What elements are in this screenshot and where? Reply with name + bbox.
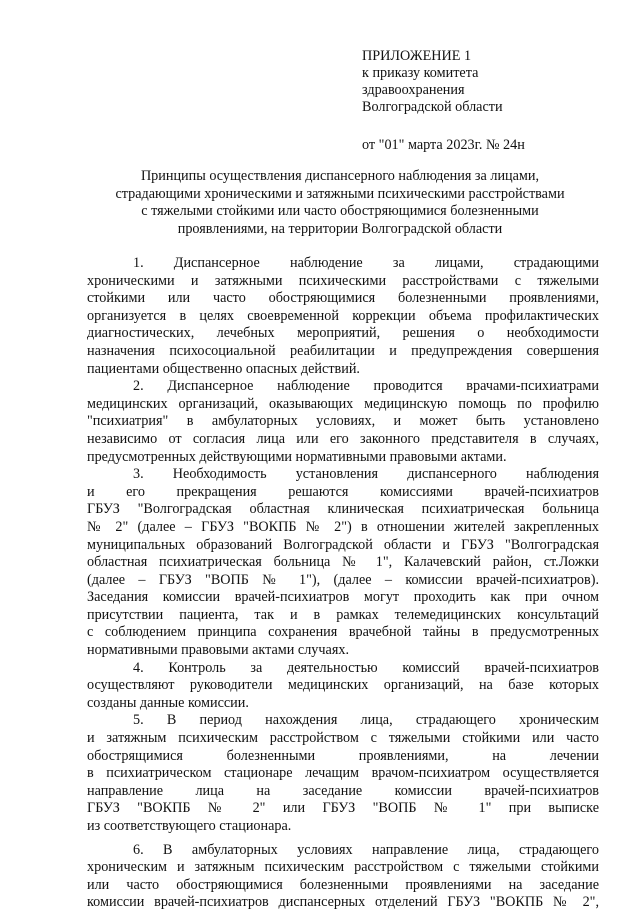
paragraph-row: направление лица на заседание комиссии врачей-психиатров [87, 782, 599, 799]
paragraph-row: независимо от согласия лица или его законного представителя в случаях, [87, 430, 599, 447]
paragraph-row: 6. В амбулаторных условиях направление лица, страдающего [133, 841, 599, 858]
annex-date: от "01" марта 2023г. № 24н [362, 137, 525, 153]
paragraph-row: 3. Необходимость установления диспансерного наблюдения [133, 466, 599, 483]
paragraph-row: муниципальных образований Волгоградской области и ГБУЗ "Волгоградская [87, 536, 599, 553]
paragraph-row: хроническим и затяжным психическим расстройством с тяжелыми стойкими [87, 859, 599, 876]
paragraph-1 [87, 255, 599, 378]
paragraph-row: стойкими или часто обостряющимися болезненными проявлениями, [87, 290, 599, 307]
annex-header [362, 48, 602, 154]
paragraph-row: 5. В период нахождения лица, страдающего хроническим [133, 712, 599, 729]
paragraph-row: и затяжным психическим расстройством с тяжелыми стойкими или часто [87, 730, 599, 747]
paragraph-row: "психиатрия" в амбулаторных условиях, и может быть установлено [87, 413, 599, 430]
annex-committee-line: здравоохранения [362, 82, 465, 98]
paragraph-row: из соответствующего стационара. [87, 818, 292, 834]
paragraph-row: № 2" (далее – ГБУЗ "ВОКПБ № 2") в отношении жителей закрепленных [87, 518, 599, 535]
paragraph-row: и его прекращения решаются комиссиями врачей-психиатров [87, 483, 599, 500]
paragraph-row: комиссии врачей-психиатров диспансерных отделений ГБУЗ "ВОКПБ № 2", [87, 894, 599, 911]
paragraph-row: назначения психосоциальной реабилитации и предупреждения совершения [87, 342, 599, 359]
paragraph-row: или часто обостряющимися болезненными проявлениями на заседание [87, 876, 599, 893]
paragraph-row: 1. Диспансерное наблюдение за лицами, страдающими [133, 255, 599, 271]
annex-region-line: Волгоградской области [362, 99, 503, 115]
paragraph-4 [87, 660, 599, 713]
paragraph-row: нормативными правовыми актами случаях. [87, 642, 349, 659]
paragraph-row: 2. Диспансерное наблюдение проводится врачами-психиатрами [133, 378, 599, 395]
paragraph-row: ГБУЗ "ВОКПБ № 2" или ГБУЗ "ВОПБ № 1" при выписке [87, 800, 599, 817]
paragraph-row: предусмотренных действующими нормативными правовыми актами. [87, 448, 507, 465]
annex-order-line: к приказу комитета [362, 65, 479, 81]
paragraph-row: осуществляют руководители медицинских организаций, на базе которых [87, 677, 599, 694]
paragraph-6 [87, 842, 599, 912]
title-line: Принципы осуществления диспансерного наблюдения за лицами, [140, 168, 540, 184]
paragraph-row: (далее – ГБУЗ "ВОПБ № 1"), (далее – комиссии врачей-психиатров). [87, 571, 599, 588]
paragraph-row: присутствии пациента, так и в рамках телемедицинских консультаций [87, 606, 599, 623]
paragraph-row: диагностических, лечебных мероприятий, решения о необходимости [87, 325, 599, 342]
title-line: с тяжелыми стойкими или часто обостряющимися болезненными [141, 203, 539, 219]
paragraph-row: хроническими и затяжными психическими расстройствами с тяжелыми [87, 272, 599, 289]
paragraph-row: ГБУЗ "Волгоградская областная клиническая психиатрическая больница [87, 501, 599, 518]
paragraph-row: с соблюдением принципа сохранения врачебной тайны в предусмотренных [87, 624, 599, 641]
document-body [87, 255, 599, 912]
paragraph-5 [87, 712, 599, 835]
paragraph-row: обострящимися болезненными проявлениями, на лечении [87, 747, 599, 764]
paragraph-row: в психиатрическом стационаре лечащим врачом-психиатром осуществляется [87, 765, 599, 782]
paragraph-row: Заседания комиссии врачей-психиатров могут проходить как при очном [87, 589, 599, 606]
annex-title: ПРИЛОЖЕНИЕ 1 [362, 48, 472, 64]
paragraph-2 [87, 378, 599, 466]
document-title [60, 168, 620, 238]
paragraph-3 [87, 466, 599, 660]
title-line: страдающими хроническими и затяжными психическими расстройствами [115, 185, 565, 202]
paragraph-row: организуется в целях своевременной коррекции объема профилактических [87, 307, 599, 324]
paragraph-row: областная психиатрическая больница № 1", Калачевский район, ст.Ложки [87, 554, 599, 571]
paragraph-row: 4. Контроль за деятельностью комиссий врачей-психиатров [133, 659, 599, 676]
title-line: проявлениями, на территории Волгоградской области [177, 220, 503, 237]
paragraph-row: пациентами общественно опасных действий. [87, 360, 360, 377]
paragraph-row: созданы данные комиссии. [87, 694, 249, 711]
paragraph-row: медицинских организаций, оказывающих медицинскую помощь по профилю [87, 395, 599, 412]
